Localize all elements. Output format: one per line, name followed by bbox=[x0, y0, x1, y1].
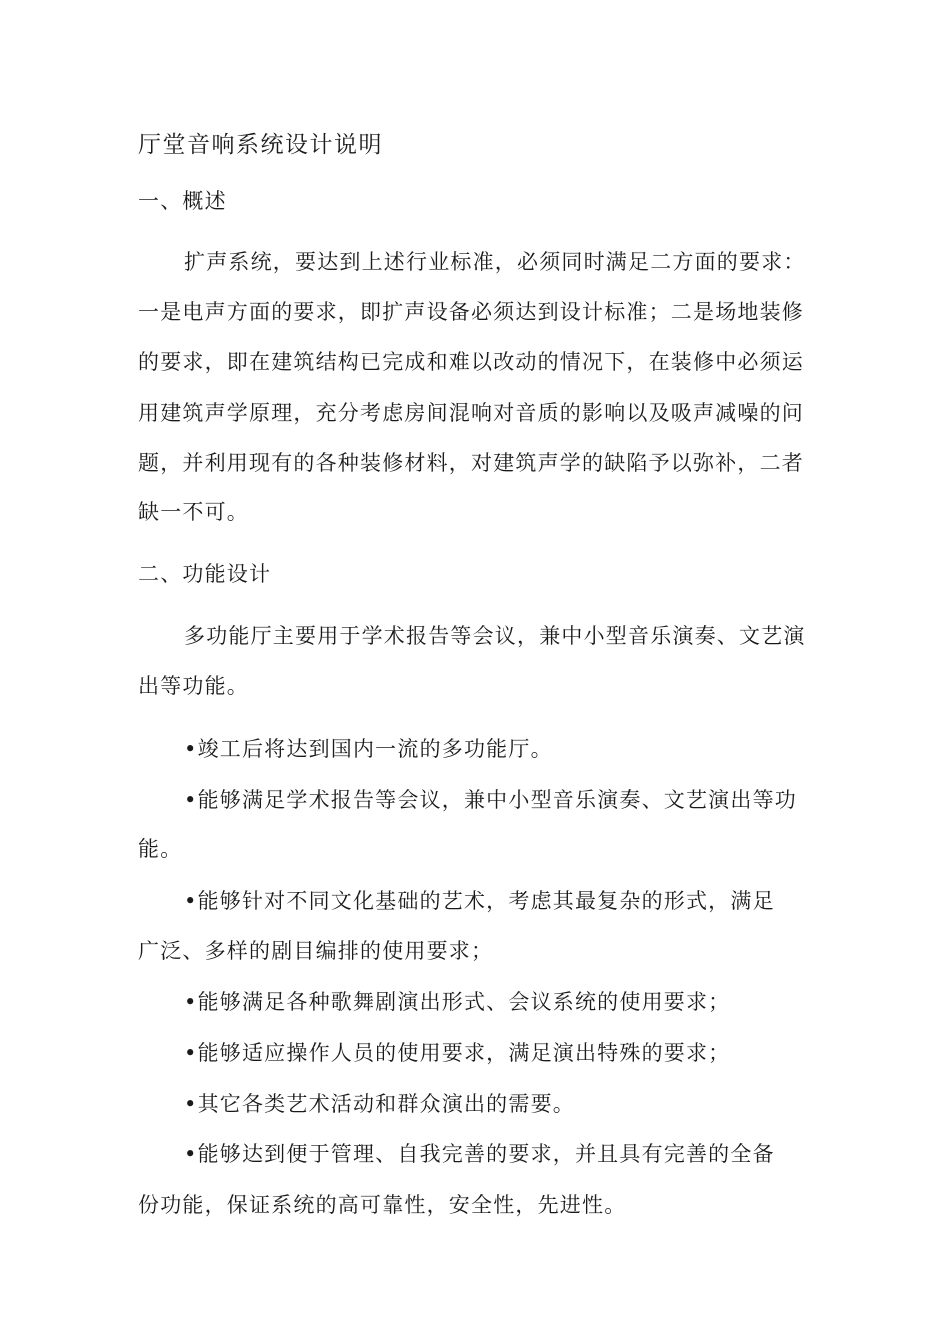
paragraph-line: 一是电声方面的要求，即扩声设备必须达到设计标准；二是场地装修 bbox=[138, 300, 804, 324]
bullet-item: •能够达到便于管理、自我完善的要求，并且具有完善的全备 bbox=[184, 1142, 775, 1166]
bullet-item-continuation: 广泛、多样的剧目编排的使用要求； bbox=[138, 939, 494, 963]
bullet-item: •能够适应操作人员的使用要求，满足演出特殊的要求； bbox=[184, 1041, 731, 1065]
paragraph-line: 多功能厅主要用于学术报告等会议，兼中小型音乐演奏、文艺演 bbox=[184, 624, 806, 648]
bullet-item-continuation: 能。 bbox=[138, 837, 183, 861]
paragraph-line: 缺一不可。 bbox=[138, 500, 249, 524]
paragraph-line: 扩声系统，要达到上述行业标准，必须同时满足二方面的要求： bbox=[184, 250, 806, 274]
paragraph-line: 出等功能。 bbox=[138, 674, 249, 698]
bullet-item: •能够满足学术报告等会议，兼中小型音乐演奏、文艺演出等功 bbox=[184, 788, 797, 812]
bullet-item: •竣工后将达到国内一流的多功能厅。 bbox=[184, 737, 553, 761]
section-heading-function-design: 二、功能设计 bbox=[138, 562, 272, 586]
section-heading-overview: 一、概述 bbox=[138, 189, 227, 213]
bullet-item: •能够针对不同文化基础的艺术，考虑其最复杂的形式，满足 bbox=[184, 889, 775, 913]
bullet-item: •能够满足各种歌舞剧演出形式、会议系统的使用要求； bbox=[184, 990, 731, 1014]
document-title: 厅堂音响系统设计说明 bbox=[138, 132, 383, 158]
paragraph-line: 题，并利用现有的各种装修材料，对建筑声学的缺陷予以弥补，二者 bbox=[138, 451, 804, 475]
bullet-item: •其它各类艺术活动和群众演出的需要。 bbox=[184, 1092, 575, 1116]
paragraph-line: 用建筑声学原理，充分考虑房间混响对音质的影响以及吸声减噪的问 bbox=[138, 401, 804, 425]
paragraph-line: 的要求，即在建筑结构已完成和难以改动的情况下，在装修中必须运 bbox=[138, 350, 804, 374]
bullet-item-continuation: 份功能，保证系统的高可靠性，安全性，先进性。 bbox=[138, 1193, 627, 1217]
